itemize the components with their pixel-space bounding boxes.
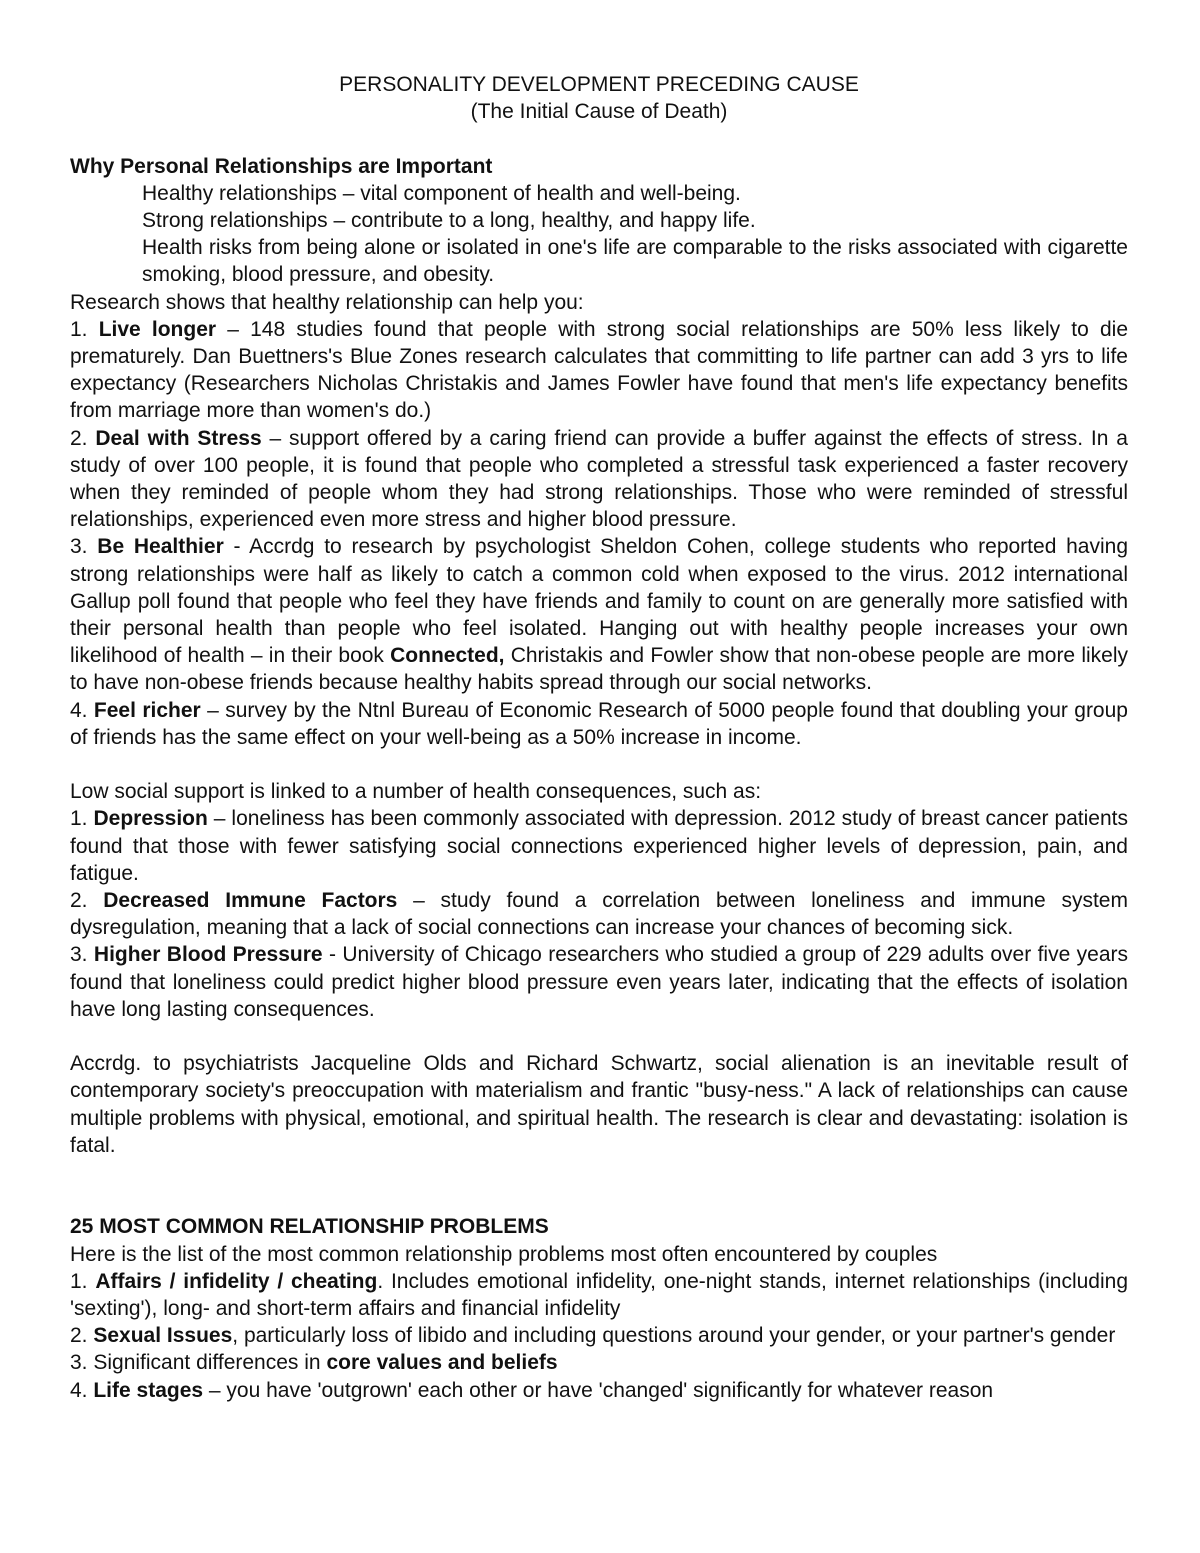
consequence-item: 2. Decreased Immune Factors – study found a correlation between loneliness and immune system dysregulation, meaning that a lack of social connections can increase your chances of becoming sick. [70,889,1128,940]
low-support-intro: Low social support is linked to a number of health consequences, such as: [70,780,762,804]
doc-title: PERSONALITY DEVELOPMENT PRECEDING CAUSE [339,73,859,96]
problem-item: 1. Affairs / infidelity / cheating. Includes emotional infidelity, one-night stands, internet relationships (including 'sexting'), long- and short-term affairs and financial infidelity [70,1269,1128,1321]
benefit-item: 4. Feel richer – survey by the Ntnl Bureau of Economic Research of 5000 people found that doubling your group of friends has the same effect on your well-being as a 50% increase in income. [70,698,1128,749]
problems-heading: 25 MOST COMMON RELATIONSHIP PROBLEMS [70,1215,549,1239]
benefit-item: 1. Live longer – 148 studies found that people with strong social relationships are 50% less likely to die prematurely. Dan Buettners's Blue Zones research calculates that committing to life partner can add 3 yrs to life expectancy (Researchers Nicholas Christakis and James Fowler have found that men's life expectancy benefits from marriage more than women's do.) [70,317,1128,423]
benefit-item: 3. Be Healthier - Accrdg to research by psychologist Sheldon Cohen, college students who reported having strong relationships were half as likely to catch a common cold when exposed to the virus. 2012 international Gallup poll found that people who feel they have friends and family to count on are generally more satisfied with their personal health than people who feel isolated. Hanging out with healthy people increases your own likelihood of health – in their book Connected, Christakis and Fowler show that non-obese people are more likely to have non-obese friends because healthy habits spread through our social networks. [70,535,1129,695]
why-bullet: Healthy relationships – vital component of health and well-being. [142,181,741,205]
why-heading: Why Personal Relationships are Important [70,154,493,178]
consequence-item: 3. Higher Blood Pressure - University of Chicago researchers who studied a group of 229 adults over five years found that loneliness could predict higher blood pressure even years later, indicating that the effects of isolation have long lasting consequences. [70,943,1128,1021]
problems-intro: Here is the list of the most common relationship problems most often encountered by couples [70,1242,938,1266]
document-page [70,71,1128,1404]
doc-subtitle: (The Initial Cause of Death) [470,100,728,124]
consequence-item: 1. Depression – loneliness has been commonly associated with depression. 2012 study of breast cancer patients found that those with fewer satisfying social connections experienced higher levels of depression, pain, and fatigue. [70,807,1129,885]
why-bullet: Strong relationships – contribute to a long, healthy, and happy life. [142,209,756,232]
problem-item: 3. Significant differences in core values and beliefs [70,1351,558,1375]
why-bullet: Health risks from being alone or isolated in one's life are comparable to the risks associated with cigarette smoking, blood pressure, and obesity. [142,236,1128,287]
benefit-item: 2. Deal with Stress – support offered by a caring friend can provide a buffer against the effects of stress. In a study of over 100 people, it is found that people who completed a stressful task experienced a faster recovery when they reminded of people whom they had strong relationships. Those who were reminded of stressful relationships, experienced even more stress and higher blood pressure. [70,426,1128,532]
problem-item: 2. Sexual Issues, particularly loss of libido and including questions around your gender, or your partner's gender [70,1324,1116,1348]
conclusion-paragraph: Accrdg. to psychiatrists Jacqueline Olds and Richard Schwartz, social alienation is an inevitable result of contemporary society's preoccupation with materialism and frantic "busy-ness." A lack of relationships can cause multiple problems with physical, emotional, and spiritual health. The research is clear and devastating: isolation is fatal. [70,1052,1128,1157]
research-intro: Research shows that healthy relationship can help you: [70,290,584,314]
problem-item: 4. Life stages – you have 'outgrown' each other or have 'changed' significantly for whatever reason [70,1378,994,1402]
